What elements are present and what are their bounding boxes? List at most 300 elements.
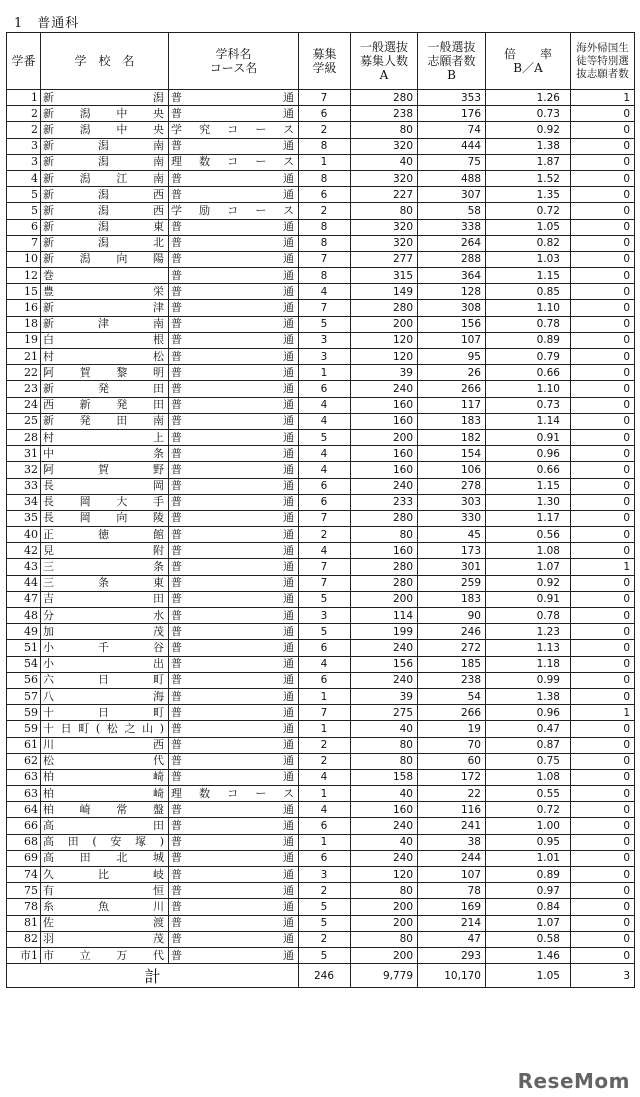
cell-course: 普通 <box>169 802 299 818</box>
cell-no: 7 <box>7 235 41 251</box>
cell-school: 川西 <box>41 737 169 753</box>
cell-course: 普通 <box>169 640 299 656</box>
table-row <box>7 219 635 235</box>
header-course-line2: コース名 <box>209 61 258 75</box>
cell-course: 普通 <box>169 737 299 753</box>
table-row <box>7 802 635 818</box>
cell-course: 普通 <box>169 187 299 203</box>
cell-returnee: 0 <box>571 915 635 931</box>
cell-no: 74 <box>7 867 41 883</box>
table-row <box>7 170 635 186</box>
cell-no: 82 <box>7 931 41 947</box>
cell-returnee: 0 <box>571 786 635 802</box>
cell-quota: 114 <box>351 608 418 624</box>
cell-applicants: 238 <box>418 672 486 688</box>
cell-returnee: 0 <box>571 365 635 381</box>
cell-applicants: 264 <box>418 235 486 251</box>
cell-ratio: 0.78 <box>486 316 571 332</box>
cell-course: 理数コース <box>169 786 299 802</box>
cell-quota: 240 <box>351 850 418 866</box>
cell-quota: 40 <box>351 154 418 170</box>
table-row <box>7 915 635 931</box>
cell-quota: 320 <box>351 138 418 154</box>
cell-school: 八海 <box>41 688 169 704</box>
cell-no: 66 <box>7 818 41 834</box>
cell-quota: 277 <box>351 251 418 267</box>
cell-quota: 280 <box>351 575 418 591</box>
cell-school: 佐渡 <box>41 915 169 931</box>
cell-school: 三条東 <box>41 575 169 591</box>
cell-no: 23 <box>7 381 41 397</box>
cell-no: 19 <box>7 332 41 348</box>
cell-quota: 240 <box>351 818 418 834</box>
cell-ratio: 0.72 <box>486 802 571 818</box>
cell-classes: 4 <box>299 462 351 478</box>
table-row <box>7 947 635 963</box>
table-row <box>7 769 635 785</box>
cell-course: 普通 <box>169 90 299 106</box>
table-row <box>7 721 635 737</box>
cell-quota: 80 <box>351 737 418 753</box>
cell-quota: 200 <box>351 899 418 915</box>
cell-course: 普通 <box>169 608 299 624</box>
table-row <box>7 850 635 866</box>
header-returnee <box>571 33 635 90</box>
cell-classes: 6 <box>299 106 351 122</box>
cell-course: 普通 <box>169 446 299 462</box>
cell-school: 吉田 <box>41 591 169 607</box>
cell-no: 33 <box>7 478 41 494</box>
cell-returnee: 0 <box>571 510 635 526</box>
cell-school: 糸魚川 <box>41 899 169 915</box>
total-quota: 9,779 <box>351 964 418 988</box>
table-body <box>7 90 635 964</box>
cell-ratio: 1.35 <box>486 187 571 203</box>
header-quota-line2: 募集人数 <box>359 54 408 68</box>
cell-classes: 1 <box>299 154 351 170</box>
cell-ratio: 1.23 <box>486 624 571 640</box>
total-applicants: 10,170 <box>418 964 486 988</box>
cell-returnee: 0 <box>571 413 635 429</box>
cell-school: 正徳館 <box>41 527 169 543</box>
cell-course: 普通 <box>169 510 299 526</box>
cell-quota: 156 <box>351 656 418 672</box>
cell-course: 普通 <box>169 721 299 737</box>
table-row <box>7 381 635 397</box>
table-row <box>7 251 635 267</box>
cell-quota: 199 <box>351 624 418 640</box>
table-row <box>7 688 635 704</box>
total-row <box>7 964 635 988</box>
cell-course: 普通 <box>169 349 299 365</box>
table-row <box>7 203 635 219</box>
cell-no: 12 <box>7 268 41 284</box>
cell-no: 2 <box>7 122 41 138</box>
cell-applicants: 75 <box>418 154 486 170</box>
cell-applicants: 183 <box>418 591 486 607</box>
cell-course: 普通 <box>169 170 299 186</box>
cell-applicants: 364 <box>418 268 486 284</box>
cell-quota: 200 <box>351 947 418 963</box>
table-row <box>7 818 635 834</box>
cell-applicants: 26 <box>418 365 486 381</box>
cell-school: 柏崎 <box>41 786 169 802</box>
cell-applicants: 308 <box>418 300 486 316</box>
cell-classes: 5 <box>299 947 351 963</box>
table-row <box>7 527 635 543</box>
header-quota <box>351 33 418 90</box>
cell-classes: 4 <box>299 413 351 429</box>
cell-applicants: 444 <box>418 138 486 154</box>
cell-school: 新潟北 <box>41 235 169 251</box>
cell-returnee: 0 <box>571 170 635 186</box>
cell-returnee: 0 <box>571 122 635 138</box>
cell-quota: 40 <box>351 721 418 737</box>
header-ratio-line1: 倍 率 <box>503 47 552 61</box>
cell-no: 64 <box>7 802 41 818</box>
table-row <box>7 559 635 575</box>
cell-classes: 4 <box>299 769 351 785</box>
cell-school: 新潟向陽 <box>41 251 169 267</box>
cell-quota: 275 <box>351 705 418 721</box>
cell-classes: 6 <box>299 672 351 688</box>
cell-returnee: 0 <box>571 575 635 591</box>
cell-course: 普通 <box>169 656 299 672</box>
table-row <box>7 478 635 494</box>
cell-school: 有恒 <box>41 883 169 899</box>
table-row <box>7 349 635 365</box>
cell-no: 31 <box>7 446 41 462</box>
cell-no: 1 <box>7 90 41 106</box>
cell-returnee: 0 <box>571 187 635 203</box>
cell-school: 阿賀黎明 <box>41 365 169 381</box>
cell-quota: 80 <box>351 203 418 219</box>
cell-classes: 8 <box>299 170 351 186</box>
table-row <box>7 883 635 899</box>
cell-returnee: 0 <box>571 656 635 672</box>
table-row <box>7 753 635 769</box>
cell-classes: 8 <box>299 219 351 235</box>
cell-no: 32 <box>7 462 41 478</box>
cell-classes: 5 <box>299 624 351 640</box>
table-row <box>7 494 635 510</box>
cell-school: 新潟 <box>41 90 169 106</box>
cell-classes: 3 <box>299 608 351 624</box>
cell-applicants: 47 <box>418 931 486 947</box>
cell-course: 普通 <box>169 947 299 963</box>
cell-returnee: 0 <box>571 640 635 656</box>
cell-applicants: 154 <box>418 446 486 462</box>
header-no: 学番 <box>7 33 41 90</box>
cell-classes: 5 <box>299 915 351 931</box>
cell-returnee: 0 <box>571 899 635 915</box>
cell-classes: 1 <box>299 365 351 381</box>
cell-ratio: 0.89 <box>486 867 571 883</box>
cell-course: 普通 <box>169 284 299 300</box>
cell-returnee: 0 <box>571 203 635 219</box>
cell-applicants: 90 <box>418 608 486 624</box>
header-applicants-line2: 志願者数 <box>427 54 476 68</box>
cell-applicants: 266 <box>418 381 486 397</box>
section-title: 1 普通科 <box>14 16 80 31</box>
cell-ratio: 0.47 <box>486 721 571 737</box>
cell-quota: 158 <box>351 769 418 785</box>
table-row <box>7 284 635 300</box>
cell-school: 柏崎常盤 <box>41 802 169 818</box>
cell-returnee: 0 <box>571 753 635 769</box>
cell-ratio: 0.96 <box>486 705 571 721</box>
cell-applicants: 266 <box>418 705 486 721</box>
cell-ratio: 0.75 <box>486 753 571 769</box>
cell-ratio: 0.55 <box>486 786 571 802</box>
cell-applicants: 303 <box>418 494 486 510</box>
cell-course: 普通 <box>169 883 299 899</box>
cell-no: 51 <box>7 640 41 656</box>
cell-ratio: 1.08 <box>486 543 571 559</box>
cell-no: 69 <box>7 850 41 866</box>
cell-ratio: 1.15 <box>486 268 571 284</box>
table-row <box>7 608 635 624</box>
cell-no: 75 <box>7 883 41 899</box>
cell-quota: 200 <box>351 591 418 607</box>
cell-applicants: 38 <box>418 834 486 850</box>
cell-quota: 80 <box>351 122 418 138</box>
cell-classes: 7 <box>299 251 351 267</box>
cell-course: 普通 <box>169 365 299 381</box>
cell-no: 28 <box>7 429 41 445</box>
cell-course: 普通 <box>169 268 299 284</box>
table-row <box>7 332 635 348</box>
cell-no: 56 <box>7 672 41 688</box>
cell-course: 普通 <box>169 300 299 316</box>
cell-quota: 160 <box>351 802 418 818</box>
table-row <box>7 640 635 656</box>
cell-ratio: 0.97 <box>486 883 571 899</box>
cell-course: 普通 <box>169 753 299 769</box>
cell-quota: 240 <box>351 672 418 688</box>
cell-returnee: 0 <box>571 268 635 284</box>
cell-applicants: 117 <box>418 397 486 413</box>
cell-course: 普通 <box>169 462 299 478</box>
cell-no: 59 <box>7 705 41 721</box>
cell-course: 学励コース <box>169 203 299 219</box>
cell-ratio: 1.14 <box>486 413 571 429</box>
cell-quota: 80 <box>351 931 418 947</box>
cell-no: 6 <box>7 219 41 235</box>
cell-no: 62 <box>7 753 41 769</box>
cell-ratio: 0.78 <box>486 608 571 624</box>
cell-returnee: 0 <box>571 850 635 866</box>
cell-ratio: 1.17 <box>486 510 571 526</box>
cell-school: 中条 <box>41 446 169 462</box>
cell-quota: 315 <box>351 268 418 284</box>
table-row <box>7 106 635 122</box>
cell-no: 25 <box>7 413 41 429</box>
cell-applicants: 60 <box>418 753 486 769</box>
cell-course: 学究コース <box>169 122 299 138</box>
table-row <box>7 656 635 672</box>
cell-ratio: 0.56 <box>486 527 571 543</box>
table-row <box>7 575 635 591</box>
cell-ratio: 1.03 <box>486 251 571 267</box>
cell-ratio: 1.05 <box>486 219 571 235</box>
cell-applicants: 128 <box>418 284 486 300</box>
cell-no: 5 <box>7 203 41 219</box>
cell-classes: 8 <box>299 235 351 251</box>
cell-ratio: 1.87 <box>486 154 571 170</box>
cell-course: 普通 <box>169 899 299 915</box>
cell-no: 63 <box>7 769 41 785</box>
cell-no: 81 <box>7 915 41 931</box>
cell-school: 六日町 <box>41 672 169 688</box>
header-course <box>169 33 299 90</box>
cell-course: 普通 <box>169 672 299 688</box>
cell-quota: 160 <box>351 462 418 478</box>
cell-applicants: 54 <box>418 688 486 704</box>
total-label: 計 <box>7 964 299 988</box>
cell-returnee: 0 <box>571 138 635 154</box>
cell-course: 普通 <box>169 543 299 559</box>
cell-applicants: 116 <box>418 802 486 818</box>
table-row <box>7 187 635 203</box>
cell-classes: 6 <box>299 478 351 494</box>
cell-school: 三条 <box>41 559 169 575</box>
cell-no: 21 <box>7 349 41 365</box>
cell-returnee: 0 <box>571 462 635 478</box>
cell-returnee: 0 <box>571 494 635 510</box>
cell-quota: 240 <box>351 640 418 656</box>
cell-course: 普通 <box>169 138 299 154</box>
cell-applicants: 246 <box>418 624 486 640</box>
cell-school: 十日町(松之山) <box>41 721 169 737</box>
cell-course: 普通 <box>169 818 299 834</box>
cell-quota: 40 <box>351 834 418 850</box>
cell-classes: 7 <box>299 90 351 106</box>
cell-no: 61 <box>7 737 41 753</box>
cell-returnee: 0 <box>571 478 635 494</box>
cell-school: 長岡 <box>41 478 169 494</box>
cell-quota: 40 <box>351 786 418 802</box>
cell-applicants: 172 <box>418 769 486 785</box>
cell-school: 新潟東 <box>41 219 169 235</box>
cell-no: 4 <box>7 170 41 186</box>
cell-quota: 320 <box>351 235 418 251</box>
cell-school: 高田 <box>41 818 169 834</box>
cell-applicants: 272 <box>418 640 486 656</box>
cell-classes: 8 <box>299 138 351 154</box>
cell-quota: 120 <box>351 867 418 883</box>
cell-classes: 3 <box>299 867 351 883</box>
cell-school: 新潟西 <box>41 203 169 219</box>
cell-returnee: 0 <box>571 154 635 170</box>
table-row <box>7 591 635 607</box>
cell-applicants: 182 <box>418 429 486 445</box>
cell-course: 普通 <box>169 867 299 883</box>
total-ratio: 1.05 <box>486 964 571 988</box>
header-returnee-line1: 海外帰国生 <box>576 41 629 54</box>
cell-applicants: 183 <box>418 413 486 429</box>
cell-returnee: 0 <box>571 300 635 316</box>
applicant-table <box>6 32 635 988</box>
cell-applicants: 74 <box>418 122 486 138</box>
cell-ratio: 1.52 <box>486 170 571 186</box>
cell-quota: 120 <box>351 349 418 365</box>
cell-no: 49 <box>7 624 41 640</box>
cell-classes: 2 <box>299 931 351 947</box>
cell-classes: 5 <box>299 591 351 607</box>
cell-ratio: 0.66 <box>486 462 571 478</box>
cell-ratio: 0.99 <box>486 672 571 688</box>
cell-course: 普通 <box>169 559 299 575</box>
table-row <box>7 543 635 559</box>
cell-school: 新津 <box>41 300 169 316</box>
cell-returnee: 0 <box>571 883 635 899</box>
cell-classes: 2 <box>299 737 351 753</box>
cell-ratio: 1.10 <box>486 300 571 316</box>
cell-ratio: 1.13 <box>486 640 571 656</box>
cell-ratio: 1.15 <box>486 478 571 494</box>
cell-applicants: 330 <box>418 510 486 526</box>
cell-returnee: 0 <box>571 381 635 397</box>
cell-classes: 6 <box>299 494 351 510</box>
table-row <box>7 899 635 915</box>
cell-ratio: 0.72 <box>486 203 571 219</box>
cell-quota: 160 <box>351 446 418 462</box>
resemom-watermark: ReseMom <box>517 1069 630 1093</box>
cell-applicants: 244 <box>418 850 486 866</box>
cell-quota: 80 <box>351 883 418 899</box>
cell-course: 普通 <box>169 705 299 721</box>
cell-classes: 7 <box>299 705 351 721</box>
cell-classes: 2 <box>299 527 351 543</box>
cell-ratio: 0.58 <box>486 931 571 947</box>
header-school: 学 校 名 <box>41 33 169 90</box>
cell-school: 新発田南 <box>41 413 169 429</box>
cell-school: 新潟中央 <box>41 122 169 138</box>
cell-returnee: 0 <box>571 688 635 704</box>
cell-quota: 227 <box>351 187 418 203</box>
cell-returnee: 0 <box>571 608 635 624</box>
cell-quota: 320 <box>351 170 418 186</box>
cell-ratio: 0.73 <box>486 106 571 122</box>
table-row <box>7 122 635 138</box>
cell-applicants: 95 <box>418 349 486 365</box>
cell-school: 新潟中央 <box>41 106 169 122</box>
cell-ratio: 0.95 <box>486 834 571 850</box>
cell-applicants: 278 <box>418 478 486 494</box>
table-row <box>7 235 635 251</box>
cell-quota: 240 <box>351 478 418 494</box>
cell-applicants: 58 <box>418 203 486 219</box>
cell-returnee: 0 <box>571 397 635 413</box>
cell-returnee: 0 <box>571 219 635 235</box>
cell-no: 2 <box>7 106 41 122</box>
cell-school: 長岡向陵 <box>41 510 169 526</box>
cell-returnee: 0 <box>571 591 635 607</box>
total-classes: 246 <box>299 964 351 988</box>
cell-school: 久比岐 <box>41 867 169 883</box>
cell-course: 普通 <box>169 769 299 785</box>
cell-applicants: 45 <box>418 527 486 543</box>
cell-quota: 160 <box>351 413 418 429</box>
cell-returnee: 0 <box>571 834 635 850</box>
cell-ratio: 0.91 <box>486 429 571 445</box>
cell-classes: 6 <box>299 187 351 203</box>
cell-classes: 6 <box>299 850 351 866</box>
cell-applicants: 176 <box>418 106 486 122</box>
cell-classes: 5 <box>299 899 351 915</box>
cell-quota: 280 <box>351 559 418 575</box>
